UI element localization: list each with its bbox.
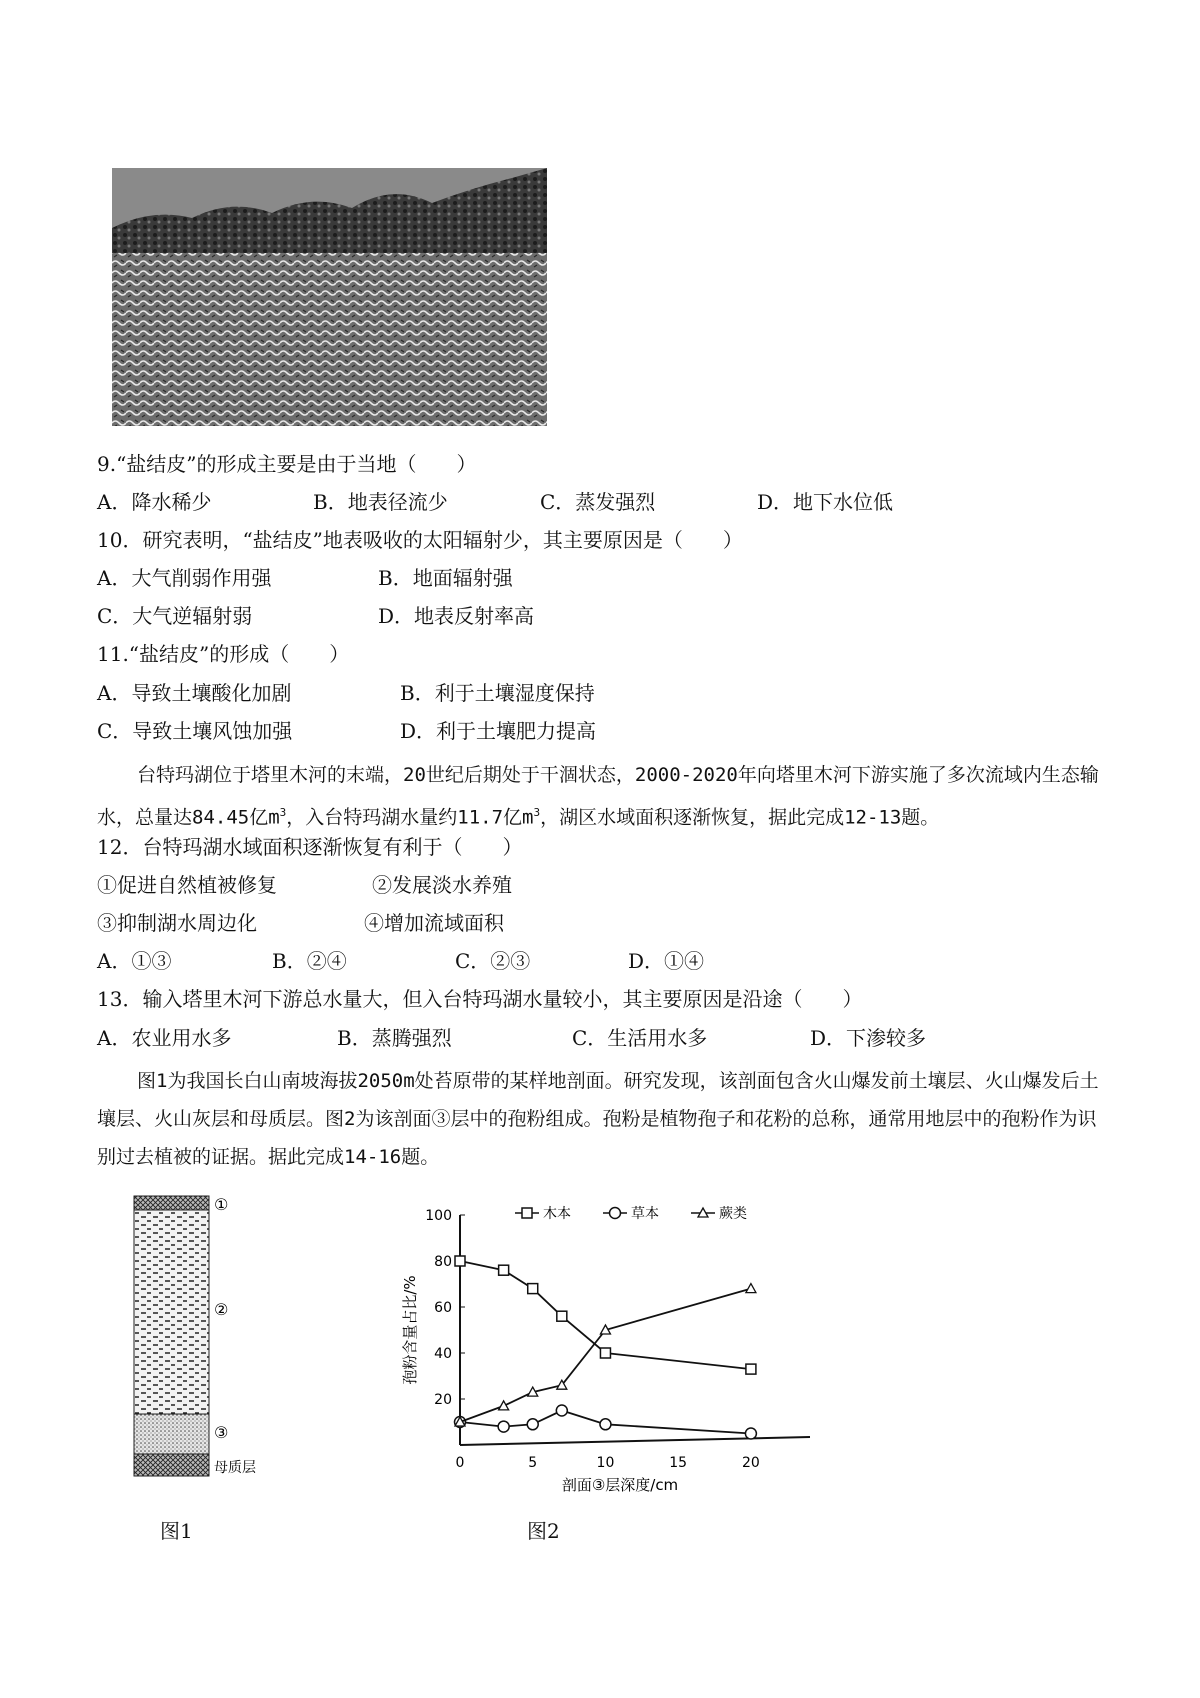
series-0-point-5 — [746, 1364, 756, 1374]
q11-option-c: C．导致土壤风蚀加强 — [97, 719, 293, 743]
legend-label-2: 蕨类 — [719, 1206, 747, 1222]
x-axis — [460, 1437, 810, 1445]
q13-option-a: A．农业用水多 — [97, 1026, 232, 1050]
x-tick-label-1: 5 — [528, 1455, 538, 1471]
figure1-soil-profile — [128, 1190, 328, 1490]
series-1-point-3 — [556, 1405, 567, 1416]
q9-option-a: A．降水稀少 — [97, 490, 212, 514]
y-tick-label-1: 40 — [434, 1346, 452, 1362]
q12-statement-2: ②发展淡水养殖 — [372, 873, 512, 897]
q10-stem: 10．研究表明，“盐结皮”地表吸收的太阳辐射少，其主要原因是（ ） — [97, 528, 743, 552]
q11-option-d: D．利于土壤肥力提高 — [400, 719, 597, 743]
layer-parent-material — [134, 1454, 209, 1476]
series-0-point-3 — [557, 1311, 567, 1321]
salt-crust-photo — [112, 168, 547, 426]
q11-option-a: A．导致土壤酸化加剧 — [97, 681, 292, 705]
layer-2 — [134, 1210, 209, 1414]
q9-option-c: C．蒸发强烈 — [540, 490, 656, 514]
series-0-point-2 — [528, 1284, 538, 1294]
x-tick-label-3: 15 — [669, 1455, 688, 1471]
legend-marker-1 — [610, 1208, 621, 1219]
series-2-point-1 — [499, 1401, 509, 1410]
figure2-caption: 图2 — [527, 1519, 560, 1543]
label-layer-2: ② — [214, 1300, 229, 1319]
x-tick-label-0: 0 — [455, 1455, 465, 1471]
q10-option-a: A．大气削弱作用强 — [97, 566, 272, 590]
x-tick-label-4: 20 — [741, 1455, 760, 1471]
q12-statement-1: ①促进自然植被修复 — [97, 873, 277, 897]
y-tick-label-0: 20 — [434, 1392, 452, 1408]
series-1-point-5 — [745, 1428, 756, 1439]
q10-option-b: B．地面辐射强 — [378, 566, 513, 590]
layer-3 — [134, 1414, 209, 1454]
series-2-point-5 — [746, 1284, 756, 1293]
q10-option-d: D．地表反射率高 — [378, 604, 535, 628]
q12-statement-3: ③抑制湖水周边化 — [97, 911, 257, 935]
figure2-chart — [395, 1195, 815, 1495]
q11-stem: 11.“盐结皮”的形成（ ） — [97, 642, 350, 666]
x-tick-label-2: 10 — [596, 1455, 615, 1471]
series-0-point-4 — [600, 1348, 610, 1358]
q9-stem: 9.“盐结皮”的形成主要是由于当地（ ） — [97, 452, 477, 476]
passage-changbai-profile: 图1为我国长白山南坡海拔2050m处苔原带的某样地剖面。研究发现，该剖面包含火山爆发前土壤层、火山爆发后土壤层、火山灰层和母质层。图2为该剖面③层中的孢粉组成。孢粉是植物孢子和花粉的总称，通常用地层中的孢粉作为识别过去植被的证据。据此完成14-16题。 — [97, 1070, 1099, 1168]
label-layer-3: ③ — [214, 1423, 229, 1442]
series-1-point-4 — [600, 1419, 611, 1430]
legend-marker-0 — [522, 1208, 532, 1218]
y-tick-label-3: 80 — [434, 1254, 452, 1270]
y-axis-label: 孢粉含量占比/% — [401, 1275, 419, 1385]
label-layer-1: ① — [214, 1195, 229, 1214]
q9-option-b: B．地表径流少 — [313, 490, 448, 514]
x-axis-label: 剖面③层深度/cm — [561, 1476, 679, 1494]
figure1-caption: 图1 — [160, 1519, 193, 1543]
passage-taitema-lake: 台特玛湖位于塔里木河的末端，20世纪后期处于干涸状态，2000-2020年向塔里木河下游实施了多次流域内生态输水，总量达84.45亿$m^3$，入台特玛湖水量约11.7亿$m^3$，湖区水域面积逐渐恢复，据此完成12-13题。 — [97, 764, 1099, 829]
q11-option-b: B．利于土壤湿度保持 — [400, 681, 595, 705]
q9-option-d: D．地下水位低 — [757, 490, 894, 514]
series-1-point-2 — [527, 1419, 538, 1430]
q12-option-b: B．②④ — [272, 949, 347, 973]
q13-stem: 13．输入塔里木河下游总水量大，但入台特玛湖水量较小，其主要原因是沿途（ ） — [97, 987, 863, 1011]
q12-option-a: A．①③ — [97, 949, 172, 973]
q13-option-d: D．下渗较多 — [810, 1026, 927, 1050]
series-0-point-1 — [499, 1265, 509, 1275]
q12-option-d: D．①④ — [628, 949, 705, 973]
legend-label-0: 木本 — [543, 1206, 571, 1222]
series-1-point-1 — [498, 1421, 509, 1432]
q12-stem: 12．台特玛湖水域面积逐渐恢复有利于（ ） — [97, 835, 523, 859]
layer-1 — [134, 1196, 209, 1210]
q13-option-c: C．生活用水多 — [572, 1026, 708, 1050]
series-0-point-0 — [455, 1256, 465, 1266]
y-tick-label-4: 100 — [425, 1208, 452, 1224]
label-parent-material: 母质层 — [214, 1460, 256, 1476]
y-tick-label-2: 60 — [434, 1300, 452, 1316]
q12-option-c: C．②③ — [455, 949, 531, 973]
q13-option-b: B．蒸腾强烈 — [337, 1026, 452, 1050]
q12-statement-4: ④增加流域面积 — [364, 911, 504, 935]
legend-label-1: 草本 — [631, 1206, 659, 1222]
q10-option-c: C．大气逆辐射弱 — [97, 604, 253, 628]
